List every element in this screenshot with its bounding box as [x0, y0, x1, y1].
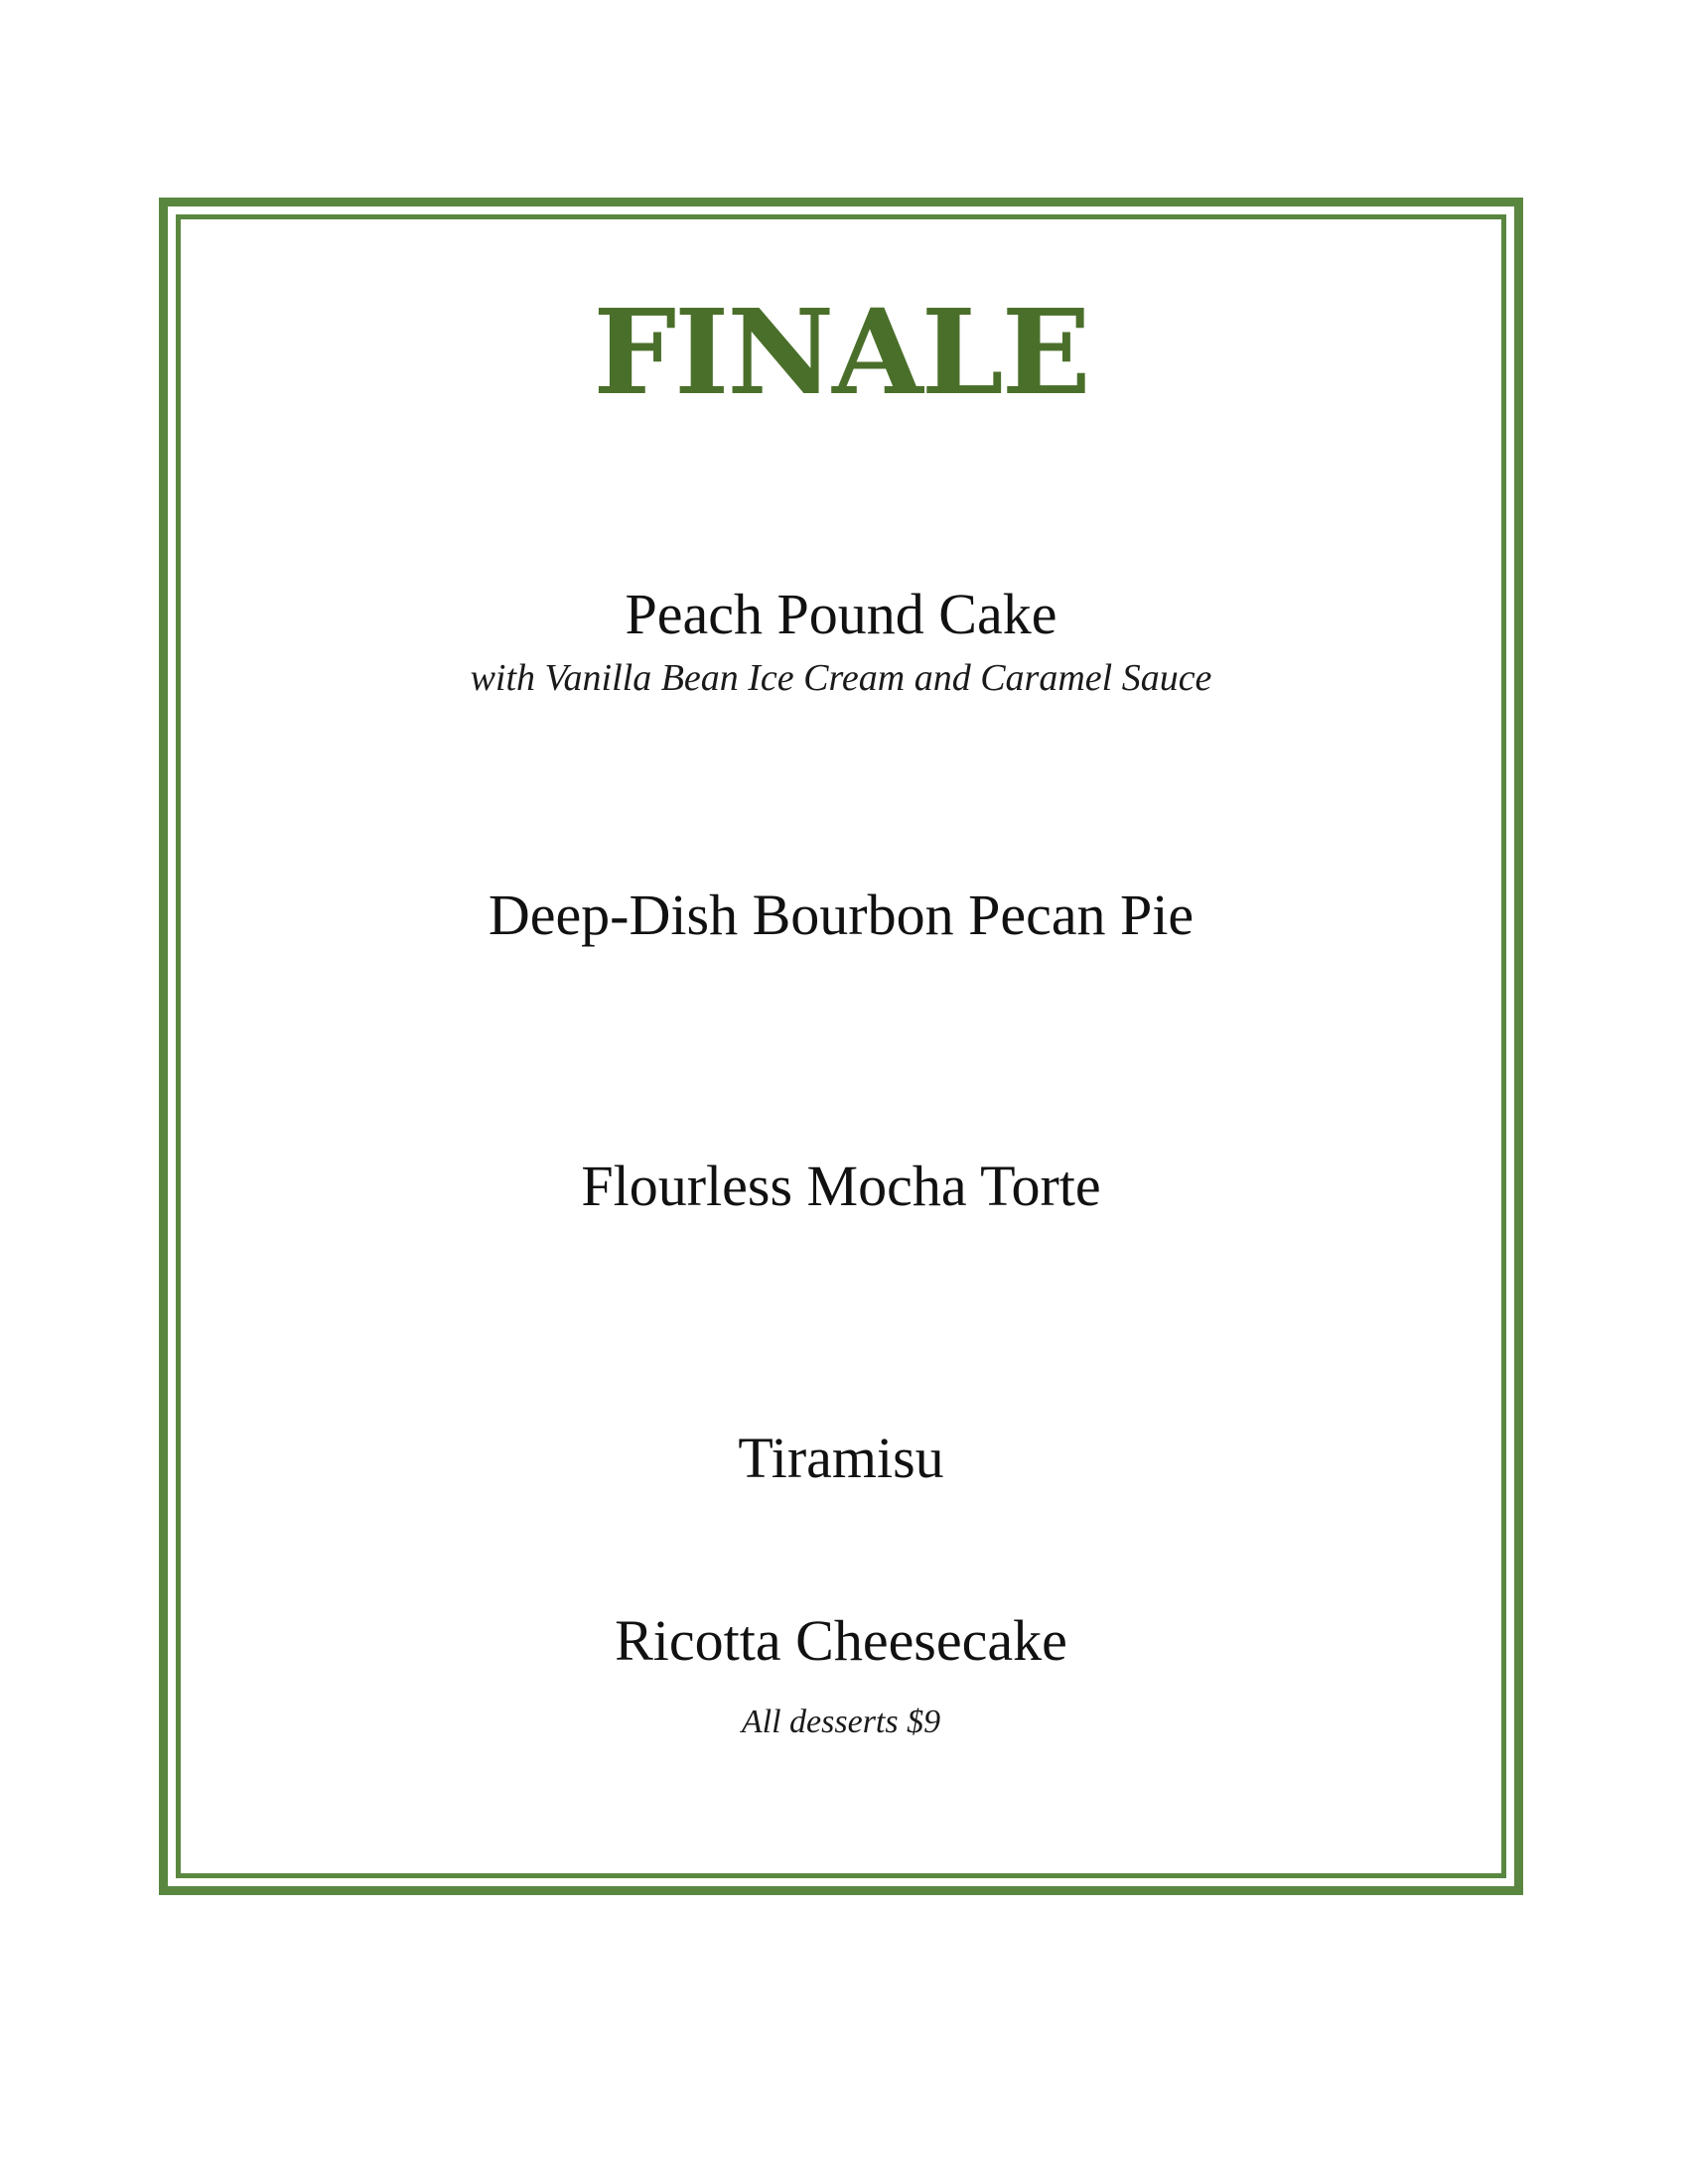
menu-item-description: with Vanilla Bean Ice Cream and Caramel Sauce	[470, 657, 1212, 699]
menu-item-name: Ricotta Cheesecake	[615, 1608, 1067, 1673]
menu-title: FINALE	[593, 283, 1089, 421]
price-note: All desserts $9	[741, 1704, 941, 1740]
dessert-menu	[176, 214, 1506, 1878]
menu-item-name: Flourless Mocha Torte	[581, 1154, 1101, 1218]
menu-item-name: Tiramisu	[738, 1426, 944, 1490]
menu-item-name: Deep-Dish Bourbon Pecan Pie	[488, 883, 1195, 947]
menu-item-name: Peach Pound Cake	[625, 582, 1057, 646]
